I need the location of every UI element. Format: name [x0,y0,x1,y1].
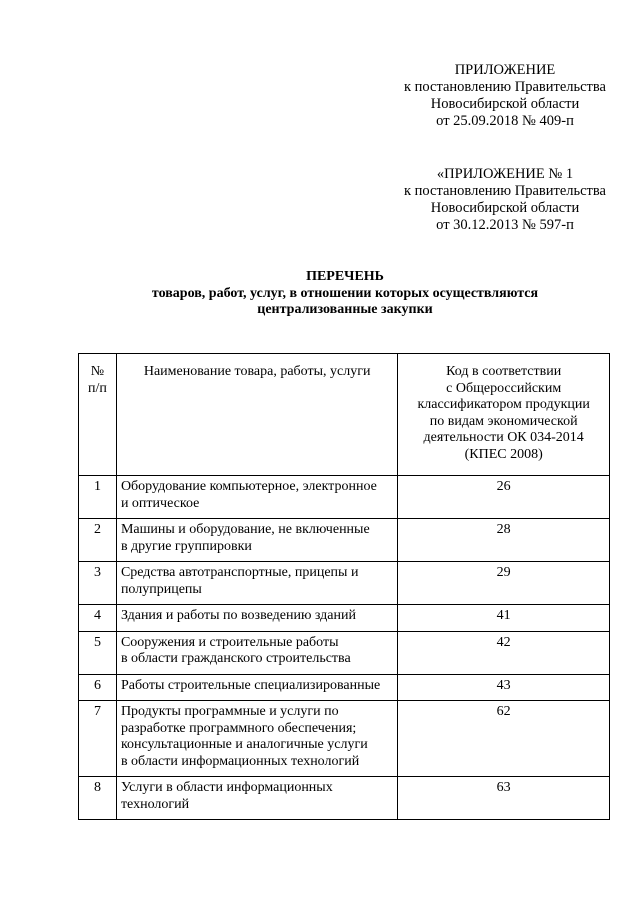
title-subtitle-line: централизованные закупки [257,302,433,317]
header-code [398,354,610,476]
header-code-line: по видам экономической [429,413,578,429]
appendix-date-number: от 25.09.2018 № 409-п [436,113,574,129]
row-number: 3 [79,562,117,605]
row-item-name-line: Здания и работы по возведению зданий [120,608,356,623]
header-name: Наименование товара, работы, услуги [116,354,397,476]
row-item-name-line: Машины и оборудование, не включенные [120,522,370,537]
row-number: 7 [79,701,117,777]
table-row [79,519,610,562]
row-item-name [116,605,397,632]
header-number [79,354,117,476]
row-classifier-code: 42 [398,631,610,674]
table-row [79,476,610,519]
row-number: 4 [79,605,117,632]
row-classifier-code: 26 [398,476,610,519]
row-item-name [116,777,397,820]
row-item-name-line: консультационные и аналогичные услуги [120,737,368,752]
row-classifier-code: 43 [398,674,610,701]
row-item-name [116,476,397,519]
header-code-line: деятельности ОК 034-2014 [423,430,584,445]
row-item-name-line: Средства автотранспортные, прицепы и [120,565,359,580]
appendix-decree-ref: к постановлению Правительства [404,183,606,199]
appendix-label: ПРИЛОЖЕНИЕ [454,62,556,78]
appendix-label: «ПРИЛОЖЕНИЕ № 1 [436,166,574,182]
row-item-name-line: технологий [120,796,190,812]
header-code-line: Код в соответствии [446,364,562,379]
row-item-name-line: полуприцепы [120,581,202,597]
procurement-list-table [78,353,610,820]
row-item-name-line: Сооружения и строительные работы [120,634,339,650]
row-number: 5 [79,631,117,674]
header-number-symbol: № [90,364,105,379]
row-classifier-code: 63 [398,777,610,820]
appendix-region: Новосибирской области [430,96,580,112]
table-row [79,701,610,777]
row-item-name-line: Услуги в области информационных [120,780,333,795]
appendix-date-number: от 30.12.2013 № 597-п [436,217,574,233]
table-header-row [79,354,610,476]
row-number: 6 [79,674,117,701]
row-number: 2 [79,519,117,562]
appendix-header-current [355,62,640,130]
table-row [79,631,610,674]
row-item-name-line: и оптическое [120,495,200,511]
appendix-region: Новосибирской области [430,200,580,216]
row-classifier-code: 62 [398,701,610,777]
title-heading: ПЕРЕЧЕНЬ [306,269,384,284]
row-item-name [116,562,397,605]
row-classifier-code: 41 [398,605,610,632]
row-item-name-line: разработке программного обеспечения; [120,720,357,736]
table-row [79,674,610,701]
row-item-name-line: Продукты программные и услуги по [120,704,339,719]
row-item-name [116,674,397,701]
row-item-name-line: в другие группировки [120,538,252,554]
table-row [79,562,610,605]
row-item-name [116,519,397,562]
table-row [79,605,610,632]
row-item-name-line: Работы строительные специализированные [120,677,381,693]
row-item-name-line: в области гражданского строительства [120,651,351,666]
row-number: 8 [79,777,117,820]
header-code-line: с Общероссийским [446,380,562,396]
row-item-name [116,631,397,674]
row-classifier-code: 28 [398,519,610,562]
header-code-line: классификатором продукции [417,397,590,412]
title-subtitle-line: товаров, работ, услуг, в отношении которых осуществляются [151,285,539,301]
document-title [80,269,610,319]
row-item-name-line: Оборудование компьютерное, электронное [120,479,377,494]
header-code-line: (КПЕС 2008) [464,446,543,462]
appendix-header-original [355,166,640,234]
row-classifier-code: 29 [398,562,610,605]
table-row [79,777,610,820]
row-number: 1 [79,476,117,519]
row-item-name-line: в области информационных технологий [120,753,360,769]
row-item-name [116,701,397,777]
header-number-abbr: п/п [88,380,107,396]
appendix-decree-ref: к постановлению Правительства [404,79,606,95]
